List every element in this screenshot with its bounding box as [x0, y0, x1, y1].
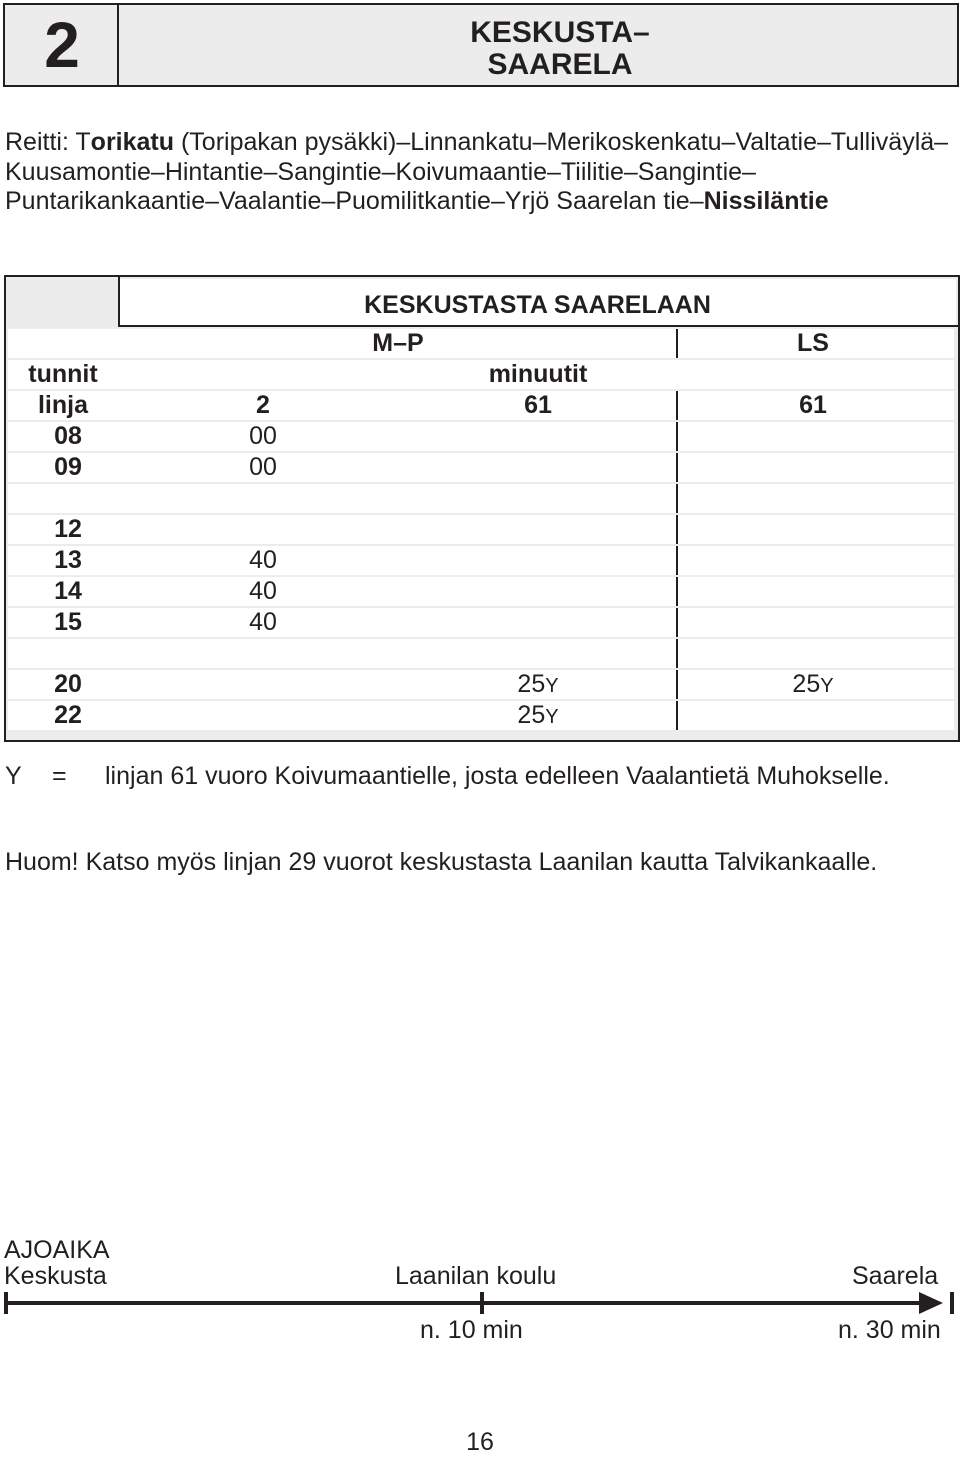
- days-weekend: LS: [797, 329, 829, 357]
- timetable-row: [8, 701, 954, 730]
- timetable-row: [8, 670, 954, 699]
- route-number: 2: [5, 5, 119, 85]
- route-title-line2: SAARELA: [487, 48, 633, 81]
- line-2-minutes: 40: [249, 577, 277, 605]
- timetable: [4, 275, 960, 742]
- hour-cell: 09: [54, 453, 82, 481]
- footnote-equals: =: [52, 762, 67, 790]
- footnote-text: linjan 61 vuoro Koivumaantielle, josta edelleen Vaalantietä Muhokselle.: [105, 762, 890, 790]
- footnote-key: Y: [5, 762, 22, 790]
- line-label: linja: [37, 391, 88, 419]
- route-end-street: Nissiläntie: [703, 187, 829, 215]
- travel-time-tick: [4, 1292, 8, 1314]
- route-middle: (Toripakan pysäkki)–Linnankatu–Merikoskenkatu–Valtatie–Tulliväylä–Kuusamontie–Hintantie–Sangintie–Koivumaantie–Tiilitie–Sangintie–Puntarikankaantie–Vaalantie–Puomilitkantie–Yrjö Saarelan tie–: [5, 128, 949, 215]
- route-title-line1: KESKUSTA–: [470, 16, 650, 49]
- minutes-value: 25: [792, 670, 821, 698]
- minutes-label: minuutit: [488, 360, 588, 388]
- hour-cell: 14: [54, 577, 82, 605]
- travel-time-value: n. 30 min: [838, 1316, 941, 1344]
- line-2-minutes: 40: [249, 608, 277, 636]
- line-61-minutes: [488, 670, 588, 701]
- column-divider: [676, 670, 678, 699]
- route-header: [3, 3, 959, 87]
- hour-cell: 12: [54, 515, 82, 543]
- column-divider: [676, 701, 678, 730]
- timetable-row: [8, 422, 954, 451]
- travel-time-value: n. 10 min: [420, 1316, 523, 1344]
- route-prefix: Reitti: T: [5, 128, 91, 156]
- stop-label: Laanilan koulu: [395, 1262, 557, 1290]
- timetable-row-gap: [8, 484, 954, 513]
- page-number: 16: [466, 1428, 494, 1456]
- route-title: [355, 17, 765, 81]
- column-divider: [676, 639, 678, 668]
- travel-time-line: [6, 1301, 931, 1305]
- route-description: [5, 128, 950, 217]
- timetable-row-gap: [8, 639, 954, 668]
- travel-time-tick: [480, 1292, 484, 1314]
- timetable-row: [8, 608, 954, 637]
- stop-label: Saarela: [852, 1262, 939, 1290]
- column-divider: [676, 608, 678, 637]
- column-divider: [676, 329, 678, 358]
- line-61-header: 61: [524, 391, 552, 419]
- line-61-minutes: [488, 701, 588, 732]
- days-weekday: M–P: [372, 329, 424, 357]
- line-2-minutes: 00: [249, 422, 277, 450]
- column-divider: [676, 577, 678, 606]
- units-row: [8, 360, 954, 389]
- line-61-ls-minutes: [758, 670, 868, 701]
- footnote-marker: Y: [820, 675, 834, 697]
- minutes-value: 25: [517, 701, 546, 729]
- column-divider: [676, 391, 678, 420]
- line-2-header: 2: [256, 391, 270, 419]
- arrow-right-icon: [919, 1292, 943, 1314]
- minutes-value: 25: [517, 670, 546, 698]
- timetable-row: [8, 515, 954, 544]
- timetable-row: [8, 546, 954, 575]
- line-2-minutes: 40: [249, 546, 277, 574]
- hour-cell: 20: [54, 670, 82, 698]
- footnote-marker: Y: [545, 675, 559, 697]
- column-divider: [676, 546, 678, 575]
- footnote-marker: Y: [545, 706, 559, 728]
- note-huom: Huom! Katso myös linjan 29 vuorot keskustasta Laanilan kautta Talvikankaalle.: [5, 848, 878, 876]
- column-divider: [676, 453, 678, 482]
- timetable-title: KESKUSTASTA SAARELAAN: [364, 291, 711, 319]
- stop-label: Keskusta: [4, 1262, 107, 1290]
- route-start-street: orikatu: [90, 128, 175, 156]
- days-row: [8, 329, 954, 358]
- travel-time-tick: [950, 1292, 954, 1314]
- travel-time-title: AJOAIKA: [4, 1236, 110, 1264]
- timetable-row: [8, 577, 954, 606]
- timetable-row: [8, 453, 954, 482]
- hour-cell: 08: [54, 422, 82, 450]
- line-2-minutes: 00: [249, 453, 277, 481]
- hour-cell: 13: [54, 546, 82, 574]
- line-61-ls-header: 61: [799, 391, 827, 419]
- hours-label: tunnit: [28, 360, 98, 388]
- hour-cell: 15: [54, 608, 82, 636]
- timetable-divider: [118, 325, 958, 327]
- column-divider: [676, 422, 678, 451]
- hour-cell: 22: [54, 701, 82, 729]
- column-divider: [676, 515, 678, 544]
- column-divider: [676, 484, 678, 513]
- line-row: [8, 391, 954, 420]
